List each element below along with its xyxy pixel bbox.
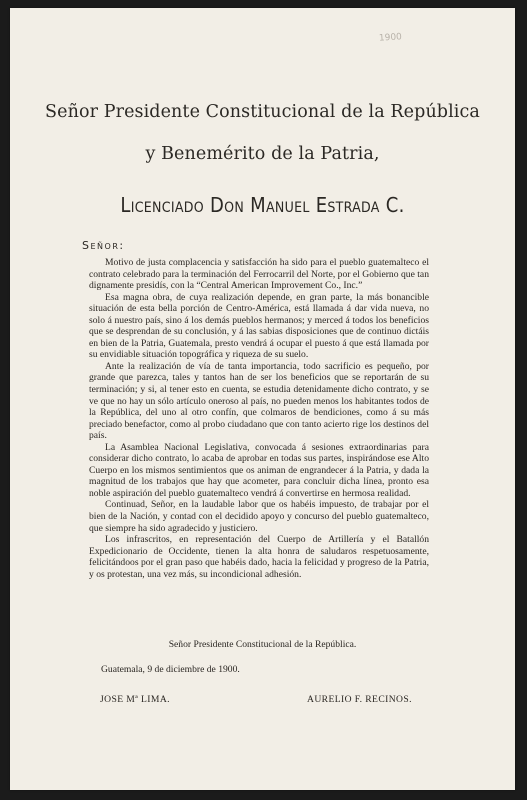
- salutation: Señor:: [82, 239, 125, 252]
- paragraph-5: Continuad, Señor, en la laudable labor que os habéis impuesto, de trabajar por el bien de la Nación, y contad con el decidido apoyo y concurso del pueblo guatemalteco, que siempre ha sido agradecido y justiciero.: [89, 499, 429, 534]
- document-sheet: [10, 8, 515, 790]
- paragraph-1: Motivo de justa complacencia y satisfacción ha sido para el pueblo guatemalteco el contrato celebrado para la terminación del Ferrocarril del Norte, por el Gobierno que tan dignamente presidís, con la “Central American Improvement Co., Inc.”: [89, 257, 429, 292]
- signatory-left: JOSE Mª LIMA.: [100, 694, 170, 705]
- signatory-right: AURELIO F. RECINOS.: [307, 694, 412, 705]
- closing-line: Señor Presidente Constitucional de la República.: [168, 639, 357, 650]
- paragraph-6: Los infrascritos, en representación del Cuerpo de Artillería y el Batallón Expedicionario de Occidente, tienen la alta honra de saludaros respetuosamente, felicitándoos por el gran paso que habéis dado, hacia la felicidad y progreso de la Patria, y os protestan, una vez más, su incondicional adhesión.: [89, 534, 429, 580]
- paragraph-4: La Asamblea Nacional Legislativa, convocada á sesiones extraordinarias para considerar dicho contrato, lo acaba de aprobar en todas sus partes, inspirándose ese Alto Cuerpo en los mismos sentimientos que os animan de engrandecer á la Patria, y dada la magnitud de los trabajos que hay que acometer, para concluir dicha línea, pronto esa noble aspiración del pueblo guatemalteco vendrá á convertirse en hermosa realidad.: [89, 441, 429, 499]
- letter-body: [89, 257, 429, 580]
- pencil-annotation: 1900: [378, 32, 403, 44]
- title-line-1: Señor Presidente Constitucional de la República: [45, 102, 480, 122]
- paragraph-2: Esa magna obra, de cuya realización depende, en gran parte, la más bonancible situación de esta bella porción de Centro-América, está llamada á dar vida nueva, no solo á nuestro país, sino á los demás pueblos hermanos; y merced á todos los beneficios que se desprendan de su conclusión, y á las sabias disposiciones que de continuo dictáis en bien de la Patria, Guatemala, presto vendrá á ocupar el puesto á que está llamada por su envidiable situación topográfica y riqueza de su suelo.: [89, 291, 429, 361]
- addressee-name: Licenciado Don Manuel Estrada C.: [120, 193, 405, 217]
- date-line: Guatemala, 9 de diciembre de 1900.: [101, 664, 240, 675]
- paragraph-3: Ante la realización de vía de tanta importancia, todo sacrificio es pequeño, por grande que parezca, tales y tantos han de ser los beneficios que se reportarán de su terminación; y si, al tener esto en cuenta, se estudia detenidamente dicho contrato, y se ve que no hay un sólo artículo oneroso al país, no pueden menos los habitantes todos de la República, del uno al otro confín, que colmaros de bendiciones, como á su más preciado benefactor, como al probo ciudadano que con tanto acierto rige los destinos del país.: [89, 360, 429, 442]
- title-line-2: y Benemérito de la Patria,: [145, 144, 380, 164]
